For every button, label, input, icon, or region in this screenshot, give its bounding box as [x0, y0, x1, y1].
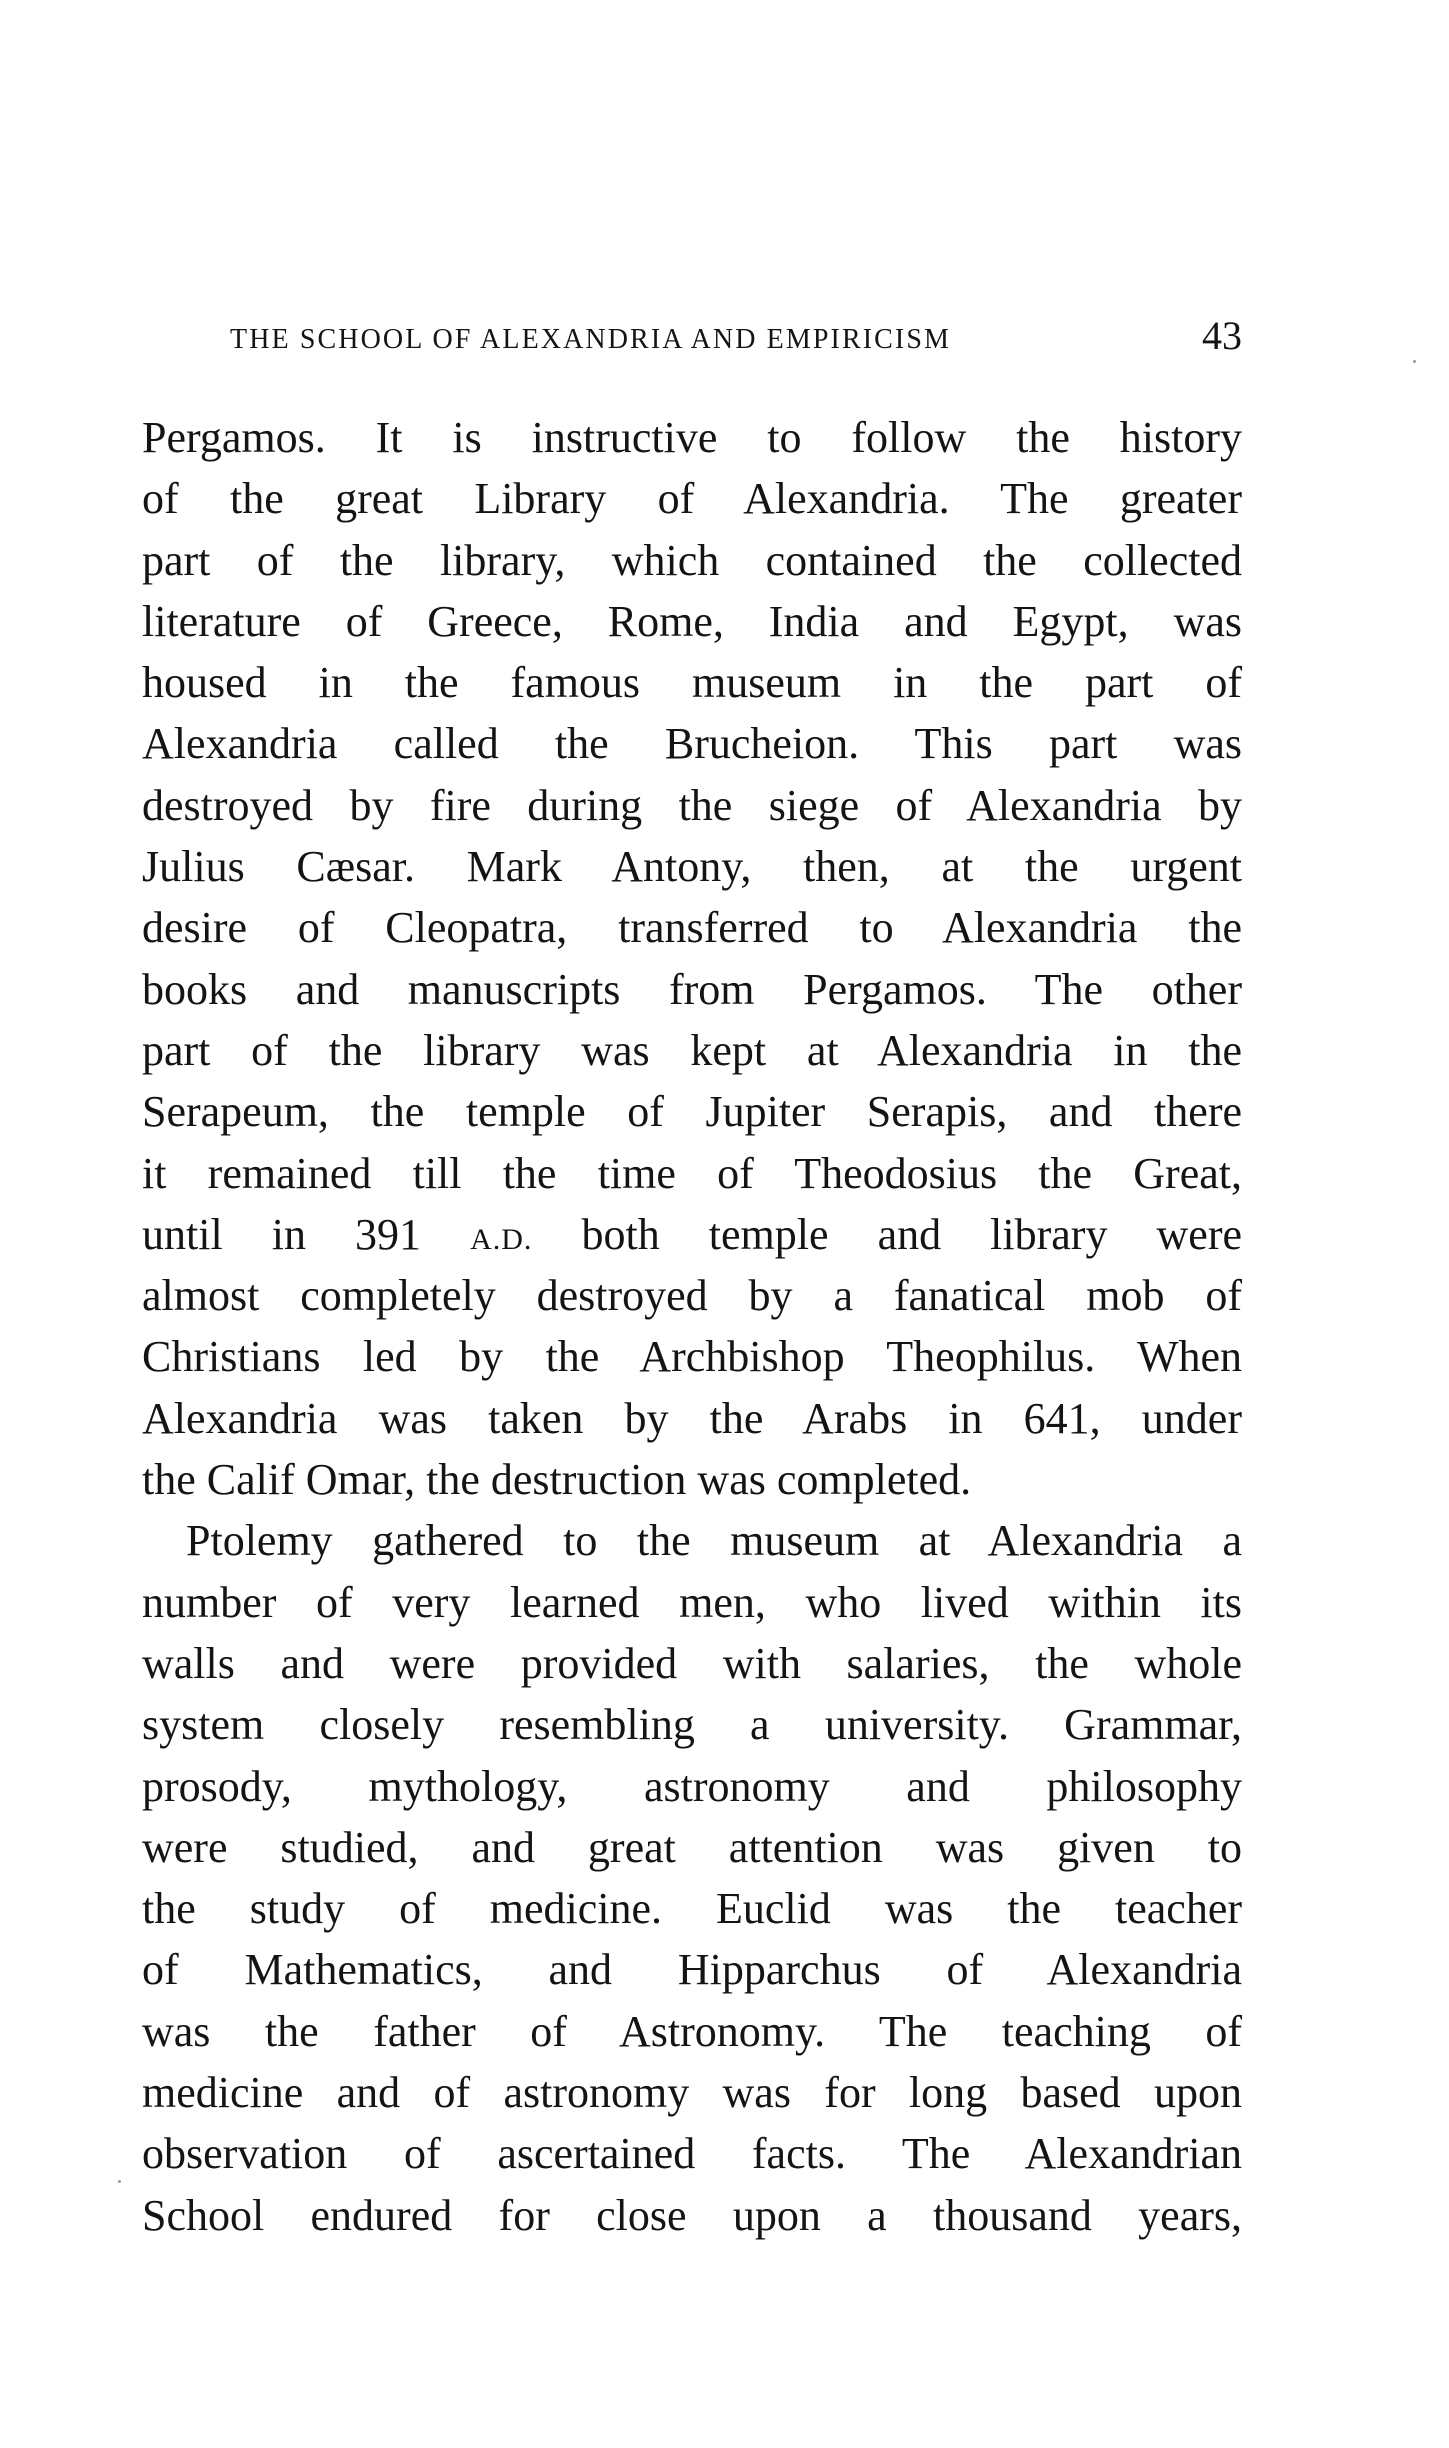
text-line: Ptolemy gathered to the museum at Alexandria a: [186, 1516, 1242, 1566]
text-line: housed in the famous museum in the part of: [142, 658, 1242, 708]
text-line: books and manuscripts from Pergamos. The other: [142, 964, 1242, 1014]
text-line: Christians led by the Archbishop Theophilus. When: [142, 1332, 1242, 1382]
text-line: the study of medicine. Euclid was the teacher: [142, 1884, 1242, 1934]
paper-speck: [1413, 360, 1416, 363]
text-line: part of the library was kept at Alexandria in the: [142, 1025, 1242, 1075]
text-line: until in 391 A.D. both temple and library were: [142, 1209, 1242, 1259]
text-line: observation of ascertained facts. The Alexandrian: [142, 2129, 1242, 2179]
text-line: Pergamos. It is instructive to follow the history: [142, 413, 1242, 462]
text-line: destroyed by fire during the siege of Alexandria by: [142, 780, 1242, 830]
text-line: it remained till the time of Theodosius the Great,: [142, 1148, 1242, 1198]
text-line: walls and were provided with salaries, the whole: [142, 1638, 1242, 1688]
text-line: the Calif Omar, the destruction was completed.: [142, 1455, 972, 1505]
paragraph-1: [142, 407, 1242, 1510]
text-line: was the father of Astronomy. The teaching of: [142, 2006, 1242, 2056]
text-line: literature of Greece, Rome, India and Egypt, was: [142, 596, 1242, 646]
text-line: prosody, mythology, astronomy and philosophy: [142, 1761, 1242, 1811]
running-head: [142, 315, 1242, 365]
text-line: Julius Cæsar. Mark Antony, then, at the urgent: [142, 842, 1242, 892]
text-line: Serapeum, the temple of Jupiter Serapis, and there: [142, 1087, 1242, 1137]
text-line: almost completely destroyed by a fanatical mob of: [142, 1271, 1242, 1321]
text-line: Alexandria called the Brucheion. This part was: [142, 719, 1242, 769]
text-line: desire of Cleopatra, transferred to Alexandria the: [142, 903, 1242, 953]
text-line: part of the library, which contained the collected: [142, 535, 1242, 585]
running-title: THE SCHOOL OF ALEXANDRIA AND EMPIRICISM: [230, 324, 952, 355]
page-number: 43: [1202, 313, 1242, 358]
text-line: of Mathematics, and Hipparchus of Alexandria: [142, 1945, 1242, 1995]
text-line: of the great Library of Alexandria. The greater: [142, 474, 1242, 524]
text-line: medicine and of astronomy was for long based upon: [142, 2068, 1242, 2118]
paper-speck: [118, 2180, 121, 2183]
small-caps-era: A.D.: [470, 1222, 533, 1256]
text-line: School endured for close upon a thousand years,: [142, 2190, 1242, 2240]
text-line: Alexandria was taken by the Arabs in 641, under: [142, 1393, 1242, 1443]
text-line: were studied, and great attention was given to: [142, 1822, 1242, 1872]
text-line: system closely resembling a university. Grammar,: [142, 1700, 1242, 1750]
paragraph-2: [142, 1510, 1242, 2246]
text-line: number of very learned men, who lived within its: [142, 1577, 1242, 1627]
body-text: [142, 407, 1242, 2246]
